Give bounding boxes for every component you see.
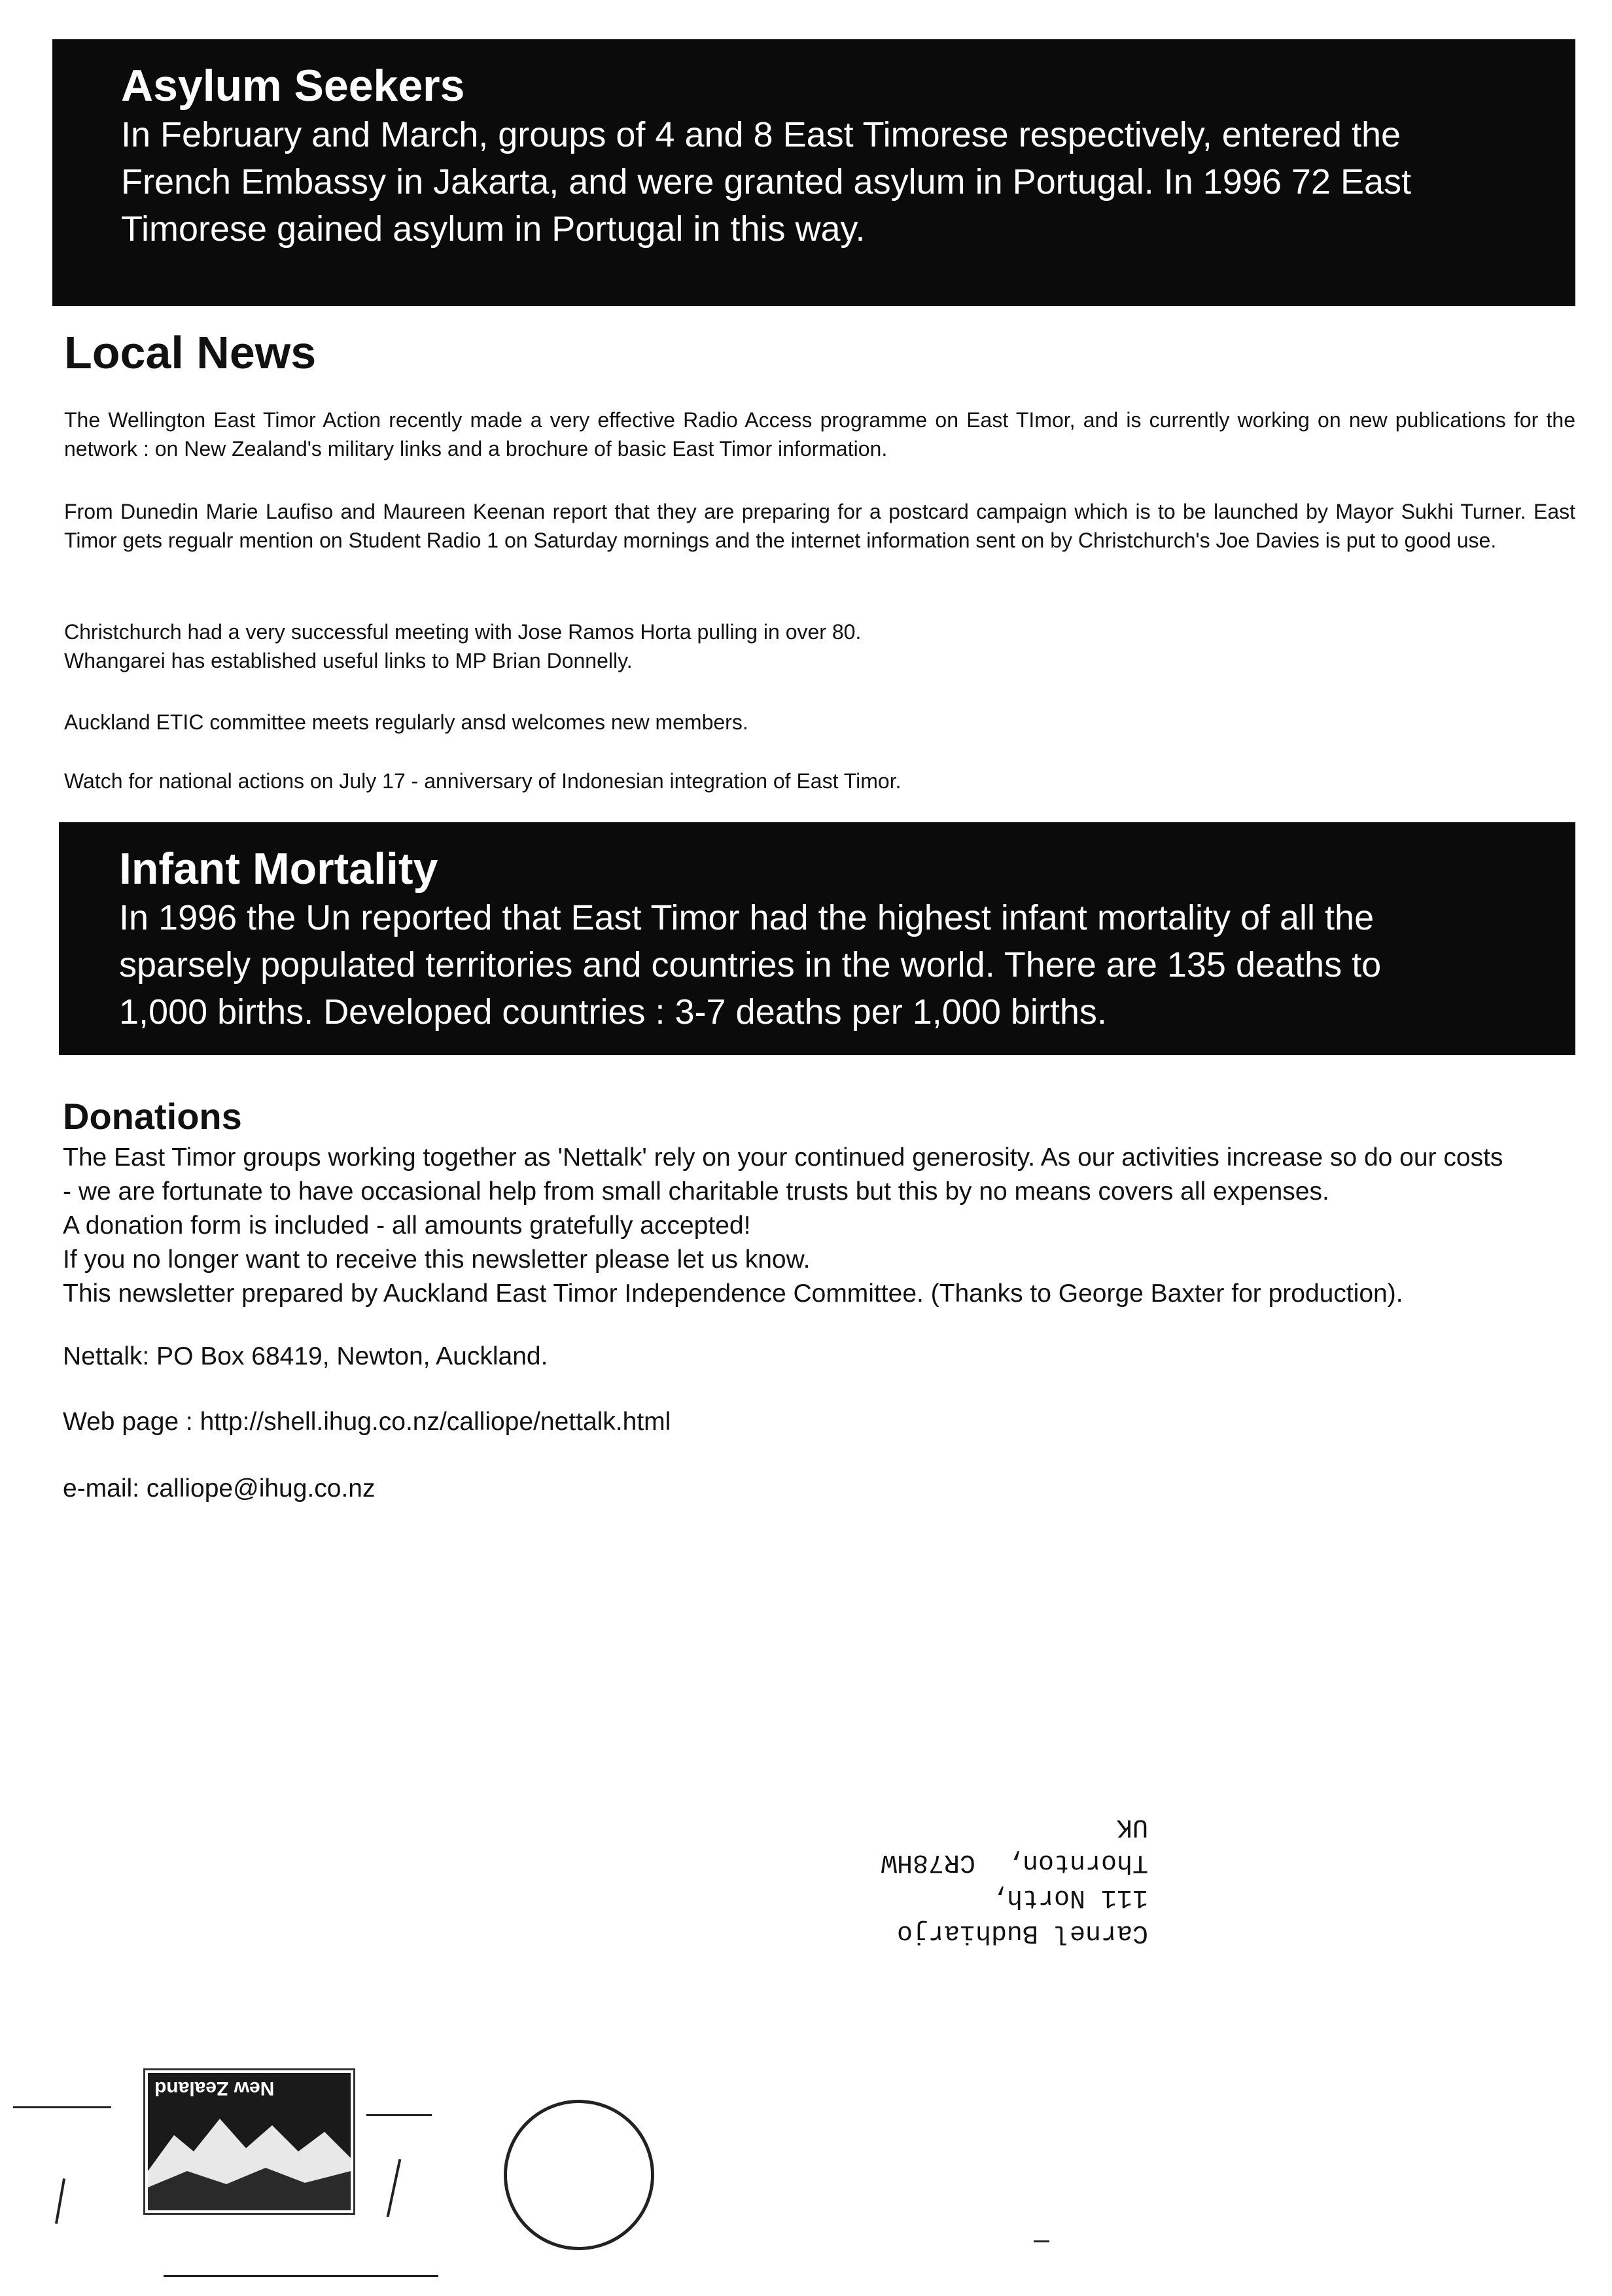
donations-line: This newsletter prepared by Auckland East Timor Independence Committee. (Thanks to George Baxter for production).	[63, 1279, 1403, 1308]
asylum-seekers-line: In February and March, groups of 4 and 8 East Timorese respectively, entered the	[121, 115, 1401, 154]
local-news-title: Local News	[64, 327, 317, 378]
local-news-paragraph: From Dunedin Marie Laufiso and Maureen Keenan report that they are preparing for a postcard campaign which is to be launched by Mayor Sukhi Turner. East Timor gets regualr mention on Student Radio 1 on Saturday mornings and the internet information sent on by Christchurch's Joe Davies is put to good use.	[64, 500, 1575, 552]
franking-line	[387, 2159, 402, 2218]
infant-mortality-line: 1,000 births. Developed countries : 3-7 deaths per 1,000 births.	[119, 992, 1107, 1032]
web-page-link[interactable]: Web page : http://shell.ihug.co.nz/calliope/nettalk.html	[63, 1408, 671, 1436]
infant-mortality-title: Infant Mortality	[119, 844, 438, 894]
donations-line: If you no longer want to receive this newsletter please let us know.	[63, 1245, 811, 1274]
postage-stamp	[145, 2070, 353, 2213]
donations-line: A donation form is included - all amounts gratefully accepted!	[63, 1211, 751, 1240]
mailing-label-line: 111 North,	[990, 1883, 1148, 1912]
local-news-paragraph: The Wellington East Timor Action recently made a very effective Radio Access programme on East TImor, and is currently working on new publications for the network : on New Zealand's military links and a brochure of basic East Timor information.	[64, 408, 1575, 461]
donations-line: The East Timor groups working together as 'Nettalk' rely on your continued generosity. As our activities increase so do our costs	[63, 1143, 1503, 1172]
infant-mortality-box	[59, 822, 1575, 1055]
donations-title: Donations	[63, 1096, 242, 1137]
postmark-stamp	[504, 2100, 654, 2250]
stamp-mountain-icon	[148, 2073, 351, 2210]
postal-address: Nettalk: PO Box 68419, Newton, Auckland.	[63, 1342, 548, 1370]
franking-line	[366, 2114, 432, 2116]
mailing-label-line: UK	[1116, 1812, 1148, 1841]
local-news-paragraph: Whangarei has established useful links to MP Brian Donnelly.	[64, 649, 633, 672]
mailing-label	[782, 1809, 1148, 1950]
infant-mortality-line: sparsely populated territories and countries in the world. There are 135 deaths to	[119, 945, 1382, 984]
infant-mortality-line: In 1996 the Un reported that East Timor had the highest infant mortality of all the	[119, 898, 1375, 937]
asylum-seekers-title: Asylum Seekers	[121, 61, 465, 111]
local-news-paragraph: Christchurch had a very successful meeting with Jose Ramos Horta pulling in over 80.	[64, 620, 862, 644]
email-link[interactable]: e-mail: calliope@ihug.co.nz	[63, 1474, 376, 1503]
donations-line: - we are fortunate to have occasional help from small charitable trusts but this by no means covers all expenses.	[63, 1177, 1329, 1206]
stamp-label: New Zealand	[154, 2078, 275, 2099]
mailing-label-line: Carnel Budhiarjo	[896, 1918, 1148, 1947]
local-news-paragraph: Auckland ETIC committee meets regularly ansd welcomes new members.	[64, 710, 748, 734]
asylum-seekers-box	[52, 39, 1575, 306]
franking-line	[164, 2275, 438, 2277]
mailing-label-line: Thornton, CR78HW	[881, 1847, 1148, 1877]
asylum-seekers-line: French Embassy in Jakarta, and were granted asylum in Portugal. In 1996 72 East	[121, 162, 1412, 201]
franking-line	[55, 2178, 65, 2224]
scan-mark	[1034, 2240, 1049, 2242]
local-news-paragraph: Watch for national actions on July 17 - anniversary of Indonesian integration of East Timor.	[64, 769, 902, 793]
franking-line	[13, 2106, 111, 2108]
asylum-seekers-line: Timorese gained asylum in Portugal in this way.	[121, 209, 866, 249]
